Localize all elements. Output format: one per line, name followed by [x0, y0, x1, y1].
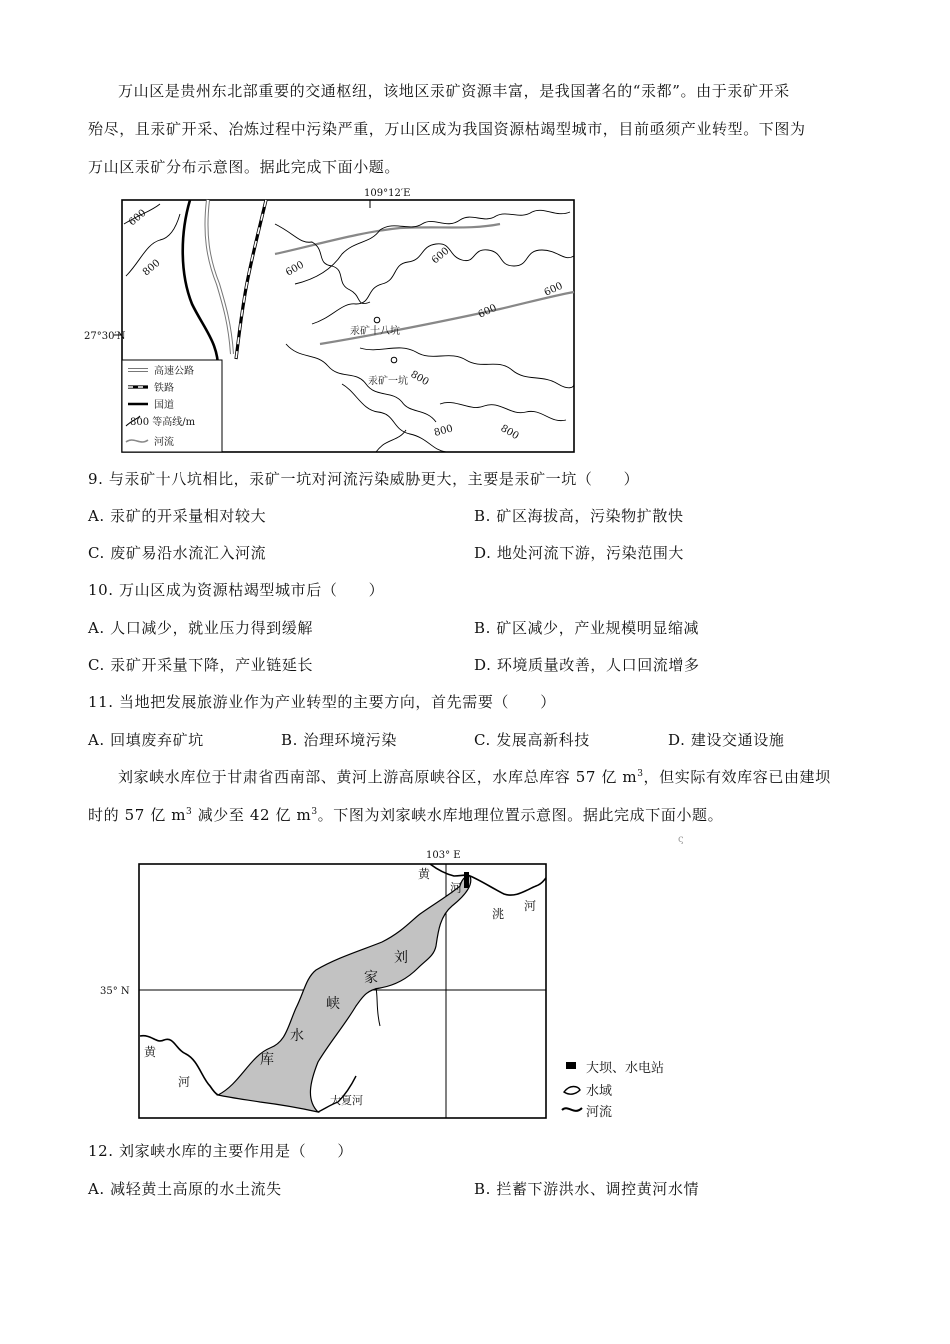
reservoir-label: 峡 [326, 996, 340, 1012]
contour-label: 600 [429, 245, 452, 267]
mine-18-label: 汞矿十八坑 [350, 326, 400, 337]
yellow-river-label: 河 [450, 881, 463, 895]
mine-18-marker-icon [374, 317, 380, 323]
legend-river-icon [562, 1108, 582, 1111]
wanshan-map [80, 184, 580, 454]
q9-stem: 9. 与汞矿十八坑相比，汞矿一坑对河流污染威胁更大，主要是汞矿一坑（ ） [88, 470, 640, 488]
legend-water-icon [564, 1087, 580, 1095]
q10-option-a[interactable]: A. 人口减少，就业压力得到缓解 [88, 619, 313, 637]
legend-highway: 高速公路 [154, 366, 194, 377]
passage1-line1: 万山区是贵州东北部重要的交通枢纽，该地区汞矿资源丰富，是我国著名的“汞都”。由于汞矿开采 [118, 82, 790, 100]
tao-river-label: 河 [524, 899, 537, 913]
contour-label: 600 [284, 259, 307, 279]
stray-mark: ς [678, 834, 685, 845]
legend-river: 河流 [586, 1105, 613, 1120]
passage2-line2: 时的 57 亿 $m^3$ 减少至 42 亿 $m^3$。下图为刘家峡水库地理位置示意图。据此完成下面小题。 [88, 806, 724, 824]
latitude-label: 27°30′N [84, 331, 126, 342]
legend-national-road: 国道 [154, 400, 174, 411]
passage2-line1: 刘家峡水库位于甘肃省西南部、黄河上游高原峡谷区，水库总库容 57 亿 $m^3$，但实际有效库容已由建坝 [118, 768, 831, 786]
q10-stem: 10. 万山区成为资源枯竭型城市后（ ） [88, 581, 385, 599]
contour-label: 600 [476, 302, 499, 321]
map2-longitude-label: 103° E [426, 850, 461, 861]
q10-option-b[interactable]: B. 矿区减少，产业规模明显缩减 [474, 619, 700, 637]
yellow-river-left-label: 黄 [144, 1045, 157, 1059]
q10-option-d[interactable]: D. 环境质量改善，人口回流增多 [474, 656, 700, 674]
legend-contour: 800 等高线/m [130, 417, 196, 428]
legend-dam: 大坝、水电站 [586, 1061, 665, 1076]
reservoir-label: 水 [290, 1028, 304, 1044]
q9-option-a[interactable]: A. 汞矿的开采量相对较大 [88, 507, 267, 525]
q11-option-a[interactable]: A. 回填废弃矿坑 [88, 731, 204, 749]
map2-latitude-label: 35° N [100, 986, 130, 997]
legend-river: 河流 [154, 437, 174, 448]
dam-icon [464, 872, 469, 888]
longitude-label: 109°12′E [364, 188, 411, 199]
passage1-line3: 万山区汞矿分布示意图。据此完成下面小题。 [88, 158, 401, 176]
yellow-river-left-label: 河 [178, 1075, 191, 1089]
q11-option-d[interactable]: D. 建设交通设施 [668, 731, 785, 749]
tao-river-label: 洮 [492, 907, 505, 921]
passage1-line2: 殆尽，且汞矿开采、冶炼过程中污染严重，万山区成为我国资源枯竭型城市，目前亟须产业转型。下图为 [88, 120, 806, 138]
liujiaxia-map [100, 846, 720, 1122]
reservoir-label: 家 [364, 970, 378, 986]
q12-option-b[interactable]: B. 拦蓄下游洪水、调控黄河水情 [474, 1180, 700, 1198]
q11-option-c[interactable]: C. 发展高新科技 [474, 731, 590, 749]
legend-dam-icon [566, 1062, 576, 1069]
reservoir-label: 刘 [394, 950, 408, 966]
q12-option-a[interactable]: A. 减轻黄土高原的水土流失 [88, 1180, 282, 1198]
mine-1-marker-icon [391, 357, 397, 363]
q9-option-b[interactable]: B. 矿区海拔高，污染物扩散快 [474, 507, 684, 525]
q12-stem: 12. 刘家峡水库的主要作用是（ ） [88, 1142, 354, 1160]
contour-label: 800 [432, 423, 455, 439]
contour-label: 600 [542, 280, 565, 299]
q11-stem: 11. 当地把发展旅游业作为产业转型的主要方向，首先需要（ ） [88, 693, 556, 711]
yellow-river-label: 黄 [418, 867, 431, 881]
q9-option-c[interactable]: C. 废矿易沿水流汇入河流 [88, 544, 267, 562]
contour-label: 800 [408, 369, 431, 389]
q9-option-d[interactable]: D. 地处河流下游，污染范围大 [474, 544, 685, 562]
legend-water: 水域 [586, 1084, 613, 1099]
reservoir-label: 库 [260, 1052, 274, 1068]
contour-label: 800 [140, 257, 163, 279]
contour-label: 800 [498, 423, 521, 443]
legend-railway: 铁路 [154, 383, 174, 394]
mine-1-label: 汞矿一坑 [368, 376, 408, 387]
contour-label: 600 [126, 207, 149, 229]
q11-option-b[interactable]: B. 治理环境污染 [281, 731, 397, 749]
daxia-river-label: 大夏河 [330, 1094, 363, 1107]
q10-option-c[interactable]: C. 汞矿开采量下降，产业链延长 [88, 656, 314, 674]
